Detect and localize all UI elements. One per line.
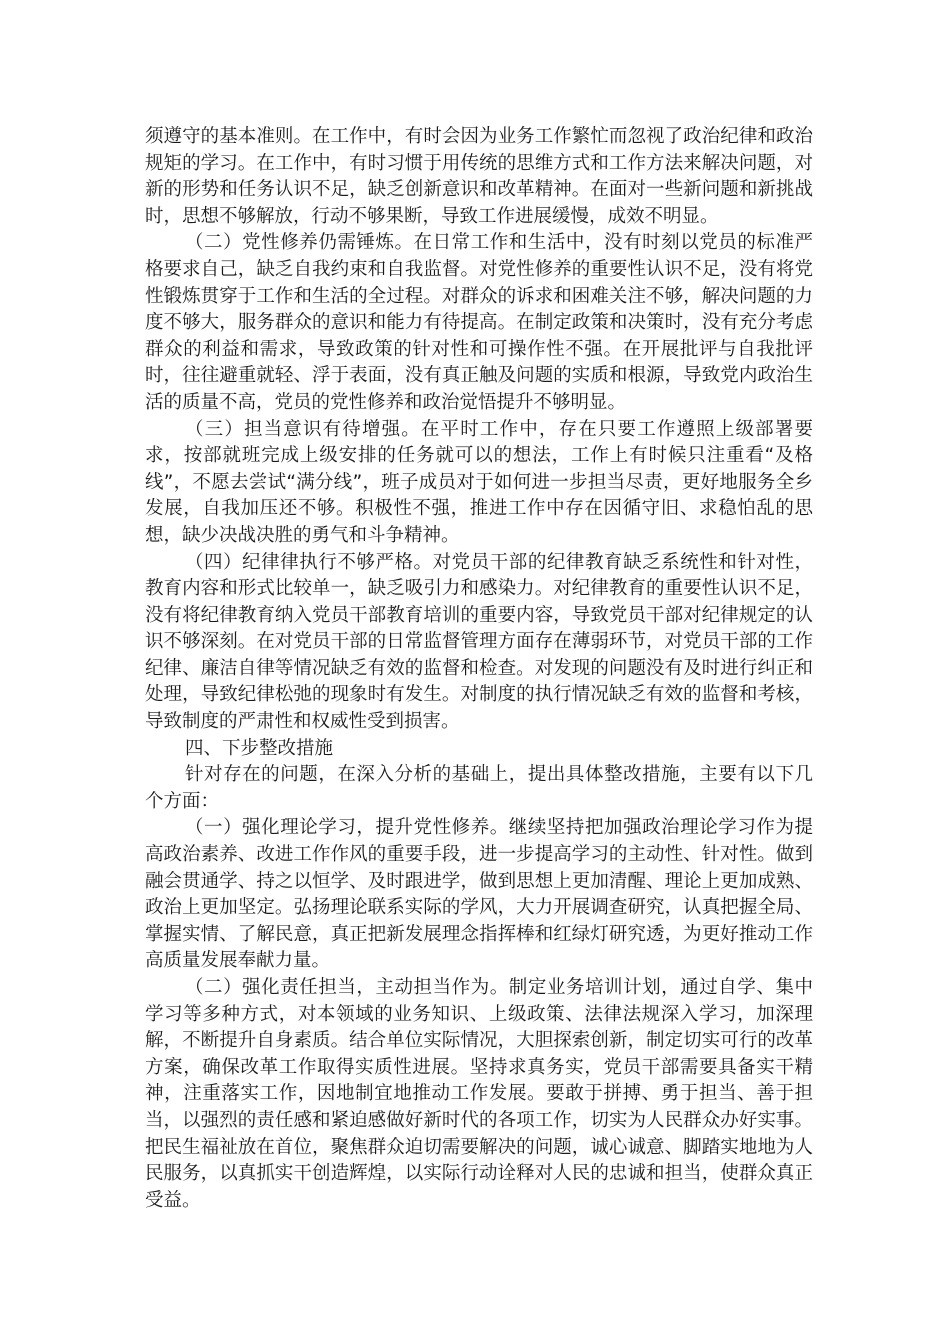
paragraph-party-spirit: （二）党性修养仍需锤炼。在日常工作和生活中，没有时刻以党员的标准严格要求自己，缺乏自我约束和自我监督。对党性修养的重要性认识不足，没有将党性锻炼贯穿于工作和生活的全过程。对群众的诉求和困难关注不够，解决问题的力度不够大，服务群众的意识和能力有待提高。在制定政策和决策时，没有充分考虑群众的利益和需求，导致政策的针对性和可操作性不强。在开展批评与自我批评时，往往避重就轻、浮于表面，没有真正触及问题的实质和根源，导致党内政治生活的质量不高，党员的党性修养和政治觉悟提升不够明显。 <box>145 232 813 413</box>
paragraph-intro: 须遵守的基本准则。在工作中，有时会因为业务工作繁忙而忽视了政治纪律和政治规矩的学习。在工作中，有时习惯于用传统的思维方式和工作方法来解决问题，对新的形势和任务认识不足，缺乏创新意识和改革精神。在面对一些新问题和新挑战时，思想不够解放，行动不够果断，导致工作进展缓慢，成效不明显。 <box>145 126 813 227</box>
section-heading-rectification: 四、下步整改措施 <box>185 737 334 759</box>
paragraph-theory-study: （一）强化理论学习，提升党性修养。继续坚持把加强政治理论学习作为提高政治素养、改进工作作风的重要手段，进一步提高学习的主动性、针对性。做到融会贯通学、持之以恒学、及时跟进学，做到思想上更加清醒、理论上更加成熟、政治上更加坚定。弘扬理论联系实际的学风，大力开展调查研究，认真把握全局、掌握实情、了解民意，真正把新发展理念指挥棒和红绿灯研究透，为更好推动工作高质量发展奉献力量。 <box>145 817 813 972</box>
paragraph-discipline: （四）纪律律执行不够严格。对党员干部的纪律教育缺乏系统性和针对性，教育内容和形式比较单一，缺乏吸引力和感染力。对纪律教育的重要性认识不足，没有将纪律教育纳入党员干部教育培训的重要内容，导致党员干部对纪律规定的认识不够深刻。在对党员干部的日常监督管理方面存在薄弱环节，对党员干部的工作纪律、廉洁自律等情况缺乏有效的监督和检查。对发现的问题没有及时进行纠正和处理，导致纪律松弛的现象时有发生。对制度的执行情况缺乏有效的监督和考核，导致制度的严肃性和权威性受到损害。 <box>145 551 813 733</box>
paragraph-rectification-intro: 针对存在的问题，在深入分析的基础上，提出具体整改措施，主要有以下几个方面： <box>145 764 813 812</box>
document-page <box>145 124 813 1214</box>
paragraph-take-responsibility: （二）强化责任担当，主动担当作为。制定业务培训计划，通过自学、集中学习等多种方式，对本领域的业务知识、上级政策、法律法规深入学习，加深理解，不断提升自身素质。结合单位实际情况，大胆探索创新，制定切实可行的改革方案，确保改革工作取得实质性进展。坚持求真务实，党员干部需要具备实干精神，注重落实工作，因地制宜地推动工作发展。要敢于拼搏、勇于担当、善于担当，以强烈的责任感和紧迫感做好新时代的各项工作，切实为人民群众办好实事。把民生福祉放在首位，聚焦群众迫切需要解决的问题，诚心诚意、脚踏实地地为人民服务，以真抓实干创造辉煌，以实际行动诠释对人民的忠诚和担当，使群众真正受益。 <box>145 977 813 1211</box>
paragraph-responsibility: （三）担当意识有待增强。在平时工作中，存在只要工作遵照上级部署要求，按部就班完成上级安排的任务就可以的想法，工作上有时候只注重看“及格线”，不愿去尝试“满分线”，班子成员对于如何进一步担当尽责，更好地服务全乡发展，自我加压还不够。积极性不强，推进工作中存在因循守旧、求稳怕乱的思想，缺少决战决胜的勇气和斗争精神。 <box>145 418 813 546</box>
